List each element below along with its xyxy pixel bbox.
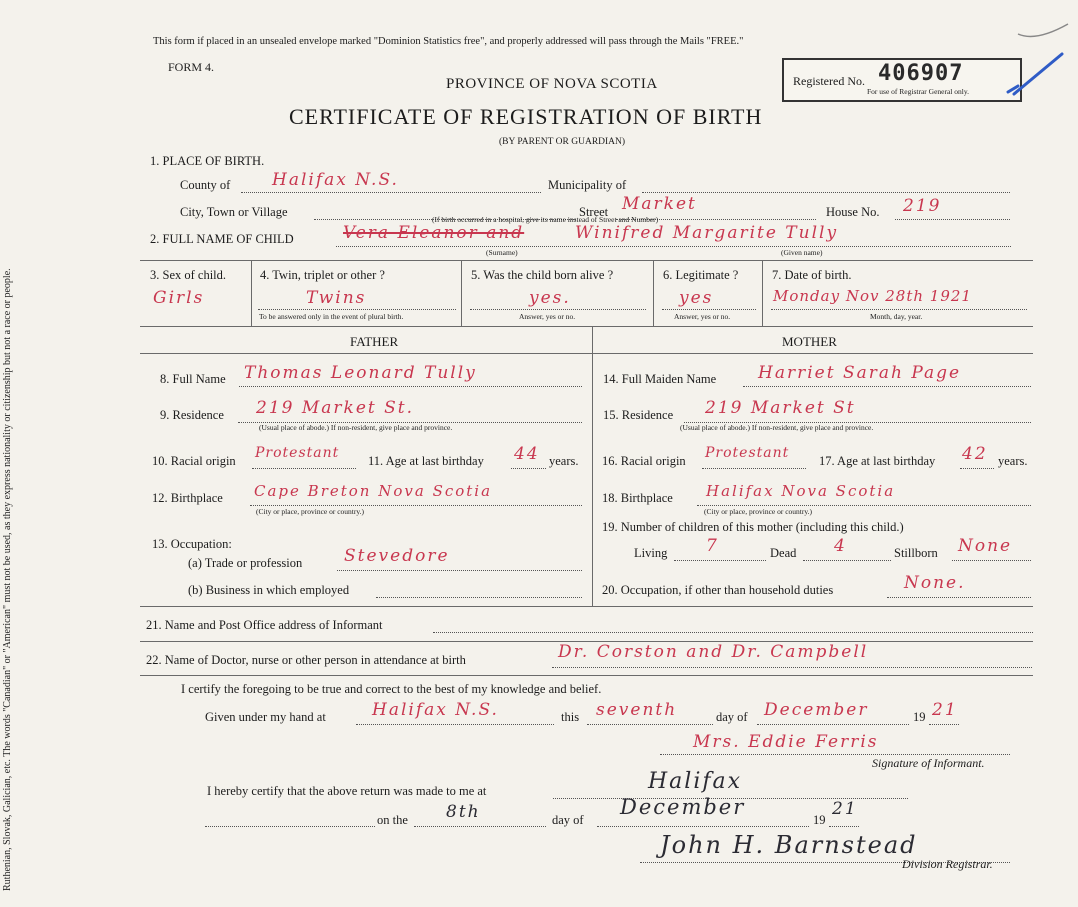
mother-residence-value: 219 Market St [705,398,856,418]
margin-line-4: Ruthenian, Slovak, Galician, etc. The words "Canadian" or "American" must not be used, as they express nationality or citizenship but not a race or people. [2,268,13,891]
county-value: Halifax N.S. [272,170,399,190]
registrar-caption: Division Registrar. [902,857,993,871]
mother-residence-label: 15. Residence [603,408,674,422]
father-residence-note: (Usual place of abode.) If non-resident, give place and province. [259,423,453,432]
dead-value: 4 [834,536,847,556]
house-value: 219 [903,196,942,216]
mother-racial-label: 16. Racial origin [602,454,686,468]
stillborn-value: None [958,536,1013,556]
mother-occupation-value: None. [904,573,966,593]
registrar-place-value: Halifax [648,769,743,794]
pencil-mark-icon [1016,20,1072,44]
registered-label: Registered No. [793,74,865,88]
doctor-rule [140,675,1033,676]
row3-divider-2 [461,260,462,326]
living-line [674,560,766,561]
alive-label: 5. Was the child born alive ? [471,268,614,282]
form-number: FORM 4. [168,60,215,74]
mother-name-label: 14. Full Maiden Name [603,372,717,386]
father-age-value: 44 [514,444,540,464]
parents-bottom-rule [140,606,1033,607]
father-trade-label: (a) Trade or profession [188,556,303,570]
twin-value: Twins [306,288,367,308]
living-label: Living [634,546,668,560]
informant-line [433,632,1033,633]
county-label: County of [180,178,231,192]
parents-divider [592,326,593,606]
child-name-line [336,246,1011,247]
informant-signature-caption: Signature of Informant. [872,756,985,770]
cert-day-line [587,724,713,725]
cert-day-value: seventh [596,700,678,720]
legitimate-label: 6. Legitimate ? [663,268,739,282]
father-age-label: 11. Age at last birthday [368,454,484,468]
registrar-year-prefix: 19 [813,813,826,827]
registrar-statement: I hereby certify that the above return was made to me at [207,784,487,798]
mother-heading: MOTHER [782,334,837,349]
twin-line [258,309,456,310]
legitimate-line [662,309,756,310]
mother-racial-value: Protestant [705,445,790,461]
this-label: this [561,710,580,724]
registrar-day-value: 8th [446,802,481,822]
cert-month-line [757,724,909,725]
informant-signature-line [660,754,1010,755]
margin-instructions [0,31,14,891]
twin-label: 4. Twin, triplet or other ? [260,268,385,282]
registrar-year-line [829,826,859,827]
alive-note: Answer, yes or no. [519,312,576,321]
province-heading: PROVINCE OF NOVA SCOTIA [446,76,658,92]
cert-year-value: 21 [932,700,958,720]
registrar-day-of-label: day of [552,813,584,827]
row3-divider-4 [762,260,763,326]
father-residence-label: 9. Residence [160,408,224,422]
alive-value: yes. [529,288,571,308]
father-heading: FATHER [350,334,399,349]
father-trade-value: Stevedore [344,546,450,566]
certificate-title: CERTIFICATE OF REGISTRATION OF BIRTH [289,104,763,129]
father-name-line [239,386,582,387]
cert-day-of-label: day of [716,710,748,724]
father-residence-value: 219 Market St. [256,398,414,418]
mother-occupation-label: 20. Occupation, if other than household duties [602,583,834,597]
house-line [895,219,1010,220]
mother-racial-line [702,468,806,469]
legitimate-note: Answer, yes or no. [674,312,731,321]
father-birthplace-value: Cape Breton Nova Scotia [254,482,493,500]
surname-note: (Surname) [486,248,518,257]
father-racial-label: 10. Racial origin [152,454,236,468]
father-business-label: (b) Business in which employed [188,583,350,597]
mother-name-line [743,386,1031,387]
father-racial-line [252,468,356,469]
father-name-label: 8. Full Name [160,372,226,386]
on-the-label: on the [377,813,408,827]
father-name-value: Thomas Leonard Tully [244,363,477,383]
given-place-line [356,724,554,725]
child-name-value: Winifred Margarite Tully [575,223,839,243]
doctor-value: Dr. Corston and Dr. Campbell [558,642,869,662]
hospital-note: (If birth occurred in a hospital, give its name instead of Street and Number) [432,215,659,224]
date-of-birth-label: 7. Date of birth. [772,268,852,282]
date-note: Month, day, year. [870,312,923,321]
father-birthplace-line [250,505,582,506]
father-age-line [511,468,546,469]
father-trade-line [337,570,582,571]
municipality-label: Municipality of [548,178,627,192]
registrar-blank-line [205,826,375,827]
sex-value: Girls [153,288,205,308]
child-name-label: 2. FULL NAME OF CHILD [150,232,294,246]
mother-occupation-line [887,597,1031,598]
date-line [771,309,1027,310]
parents-heading-rule [140,353,1033,354]
stillborn-label: Stillborn [894,546,938,560]
mother-age-value: 42 [962,444,988,464]
alive-line [470,309,646,310]
street-label: Street [579,205,609,219]
given-name-note: (Given name) [781,248,823,257]
child-name-struck: Vera Eleanor and [343,223,525,243]
mother-birthplace-note: (City or place, province or country.) [704,507,813,516]
mother-birthplace-value: Halifax Nova Scotia [706,482,896,500]
mother-birthplace-label: 18. Birthplace [602,491,673,505]
date-of-birth-value: Monday Nov 28th 1921 [773,287,972,305]
dead-label: Dead [770,546,797,560]
county-line [241,192,541,193]
mother-age-label: 17. Age at last birthday [819,454,936,468]
registrar-day-line [414,826,546,827]
legitimate-value: yes [679,288,714,308]
informant-label: 21. Name and Post Office address of Informant [146,618,383,632]
father-racial-value: Protestant [255,445,340,461]
registrar-year-value: 21 [832,799,858,819]
certification-statement: I certify the foregoing to be true and correct to the best of my knowledge and belief. [181,682,602,696]
father-birthplace-label: 12. Birthplace [152,491,223,505]
cert-month-value: December [764,700,869,720]
mother-age-line [960,468,994,469]
registrar-use-note: For use of Registrar General only. [867,87,969,96]
father-business-line [376,597,582,598]
mother-birthplace-line [697,505,1031,506]
row3-divider-3 [653,260,654,326]
father-occupation-label: 13. Occupation: [152,537,232,551]
registered-number-stamp: 406907 [878,61,964,86]
stillborn-line [952,560,1031,561]
given-place-value: Halifax N.S. [372,700,499,720]
mother-name-value: Harriet Sarah Page [758,363,962,383]
row3-divider-1 [251,260,252,326]
registrar-month-line [597,826,809,827]
cert-year-line [929,724,959,725]
mail-notice: This form if placed in an unsealed envelope marked "Dominion Statistics free", and properly addressed will pass through the Mails "FREE." [153,36,744,47]
place-of-birth-heading: 1. PLACE OF BIRTH. [150,154,265,168]
living-value: 7 [706,536,719,556]
row3-top-rule [140,260,1033,261]
street-value: Market [622,194,697,214]
doctor-label: 22. Name of Doctor, nurse or other person in attendance at birth [146,653,466,667]
house-label: House No. [826,205,880,219]
mother-children-label: 19. Number of children of this mother (including this child.) [602,520,904,534]
registrar-month-value: December [620,795,746,819]
mother-residence-note: (Usual place of abode.) If non-resident, give place and province. [680,423,874,432]
registrar-signature: John H. Barnstead [660,831,918,859]
check-mark-icon [1006,48,1066,98]
city-label: City, Town or Village [180,205,288,219]
father-years-label: years. [549,454,579,468]
informant-signature: Mrs. Eddie Ferris [693,732,879,752]
certificate-subtitle: (BY PARENT OR GUARDIAN) [499,137,626,147]
municipality-line [642,192,1010,193]
cert-year-prefix: 19 [913,710,926,724]
twin-note: To be answered only in the event of plural birth. [259,312,404,321]
father-birthplace-note: (City or place, province or country.) [256,507,365,516]
dead-line [803,560,891,561]
given-under-label: Given under my hand at [205,710,326,724]
mother-years-label: years. [998,454,1028,468]
doctor-line [552,667,1032,668]
row3-bottom-rule [140,326,1033,327]
sex-label: 3. Sex of child. [150,268,227,282]
